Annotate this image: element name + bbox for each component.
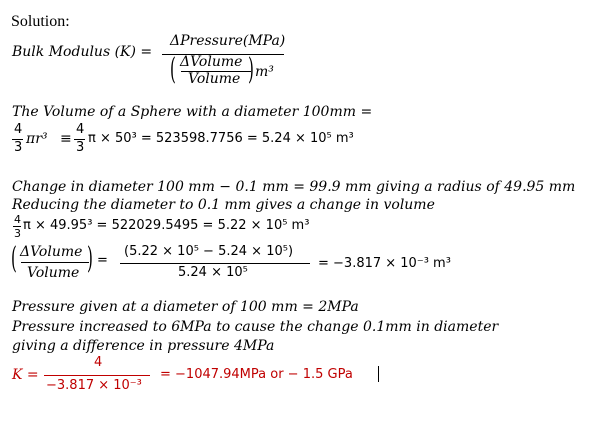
ratio-left-paren: ( — [11, 241, 17, 276]
final-fraction-bar — [44, 375, 150, 376]
diameter-change-expression: π × 49.95³ = 522029.5495 = 5.22 × 10⁵ m³ — [23, 218, 310, 233]
ratio-right-paren: ) — [87, 241, 93, 276]
final-numerator: 4 — [94, 355, 103, 370]
ratio-result: = −3.817 × 10⁻³ m³ — [318, 256, 451, 271]
bulk-modulus-unit: m³ — [255, 64, 274, 80]
ratio-denominator: 5.24 × 10⁵ — [178, 265, 248, 280]
sphere-pi-r3: πr³ — [26, 131, 48, 147]
ratio-numerator: (5.22 × 10⁵ − 5.24 × 10⁵) — [124, 244, 294, 259]
ratio-inner-numerator: ΔVolume — [20, 244, 83, 260]
small-frac-denominator: 3 — [14, 227, 21, 240]
bulk-modulus-inner-denominator: Volume — [188, 71, 241, 87]
diameter-change-line2: Reducing the diameter to 0.1 mm gives a change in volume — [12, 197, 435, 213]
final-denominator: −3.817 × 10⁻³ — [46, 378, 142, 393]
pressure-line2: Pressure increased to 6MPa to cause the change 0.1mm in diameter — [12, 319, 499, 335]
small-frac-numerator: 4 — [14, 213, 21, 226]
text-cursor — [378, 366, 379, 382]
bulk-modulus-right-paren: ) — [248, 52, 254, 87]
pressure-line3: giving a difference in pressure 4MPa — [12, 338, 275, 354]
sphere-volume-statement: The Volume of a Sphere with a diameter 100mm = — [12, 104, 373, 120]
bulk-modulus-left-paren: ( — [170, 52, 176, 87]
bulk-modulus-lhs: Bulk Modulus (K) = — [12, 44, 153, 60]
bulk-modulus-inner-numerator: ΔVolume — [180, 54, 243, 70]
ratio-equals: = — [97, 253, 108, 268]
final-result: = −1047.94MPa or − 1.5 GPa — [160, 367, 353, 382]
sphere-equiv: ≡ — [60, 131, 72, 147]
final-lhs: K = — [12, 367, 39, 383]
pressure-line1: Pressure given at a diameter of 100 mm = 2MPa — [12, 299, 359, 315]
bulk-modulus-numerator: ΔPressure(MPa) — [170, 33, 286, 49]
sphere-frac2-numerator: 4 — [76, 122, 85, 137]
solution-label: Solution: — [11, 13, 70, 30]
ratio-fraction-bar — [120, 263, 310, 264]
sphere-frac-numerator: 4 — [14, 122, 23, 137]
ratio-inner-denominator: Volume — [27, 265, 80, 281]
sphere-frac2-denominator: 3 — [76, 140, 85, 155]
ratio-inner-bar — [21, 262, 89, 263]
diameter-change-line1: Change in diameter 100 mm − 0.1 mm = 99.9 mm giving a radius of 49.95 mm — [12, 179, 576, 195]
sphere-volume-expression: π × 50³ = 523598.7756 = 5.24 × 10⁵ m³ — [88, 131, 354, 146]
sphere-frac-denominator: 3 — [14, 140, 23, 155]
